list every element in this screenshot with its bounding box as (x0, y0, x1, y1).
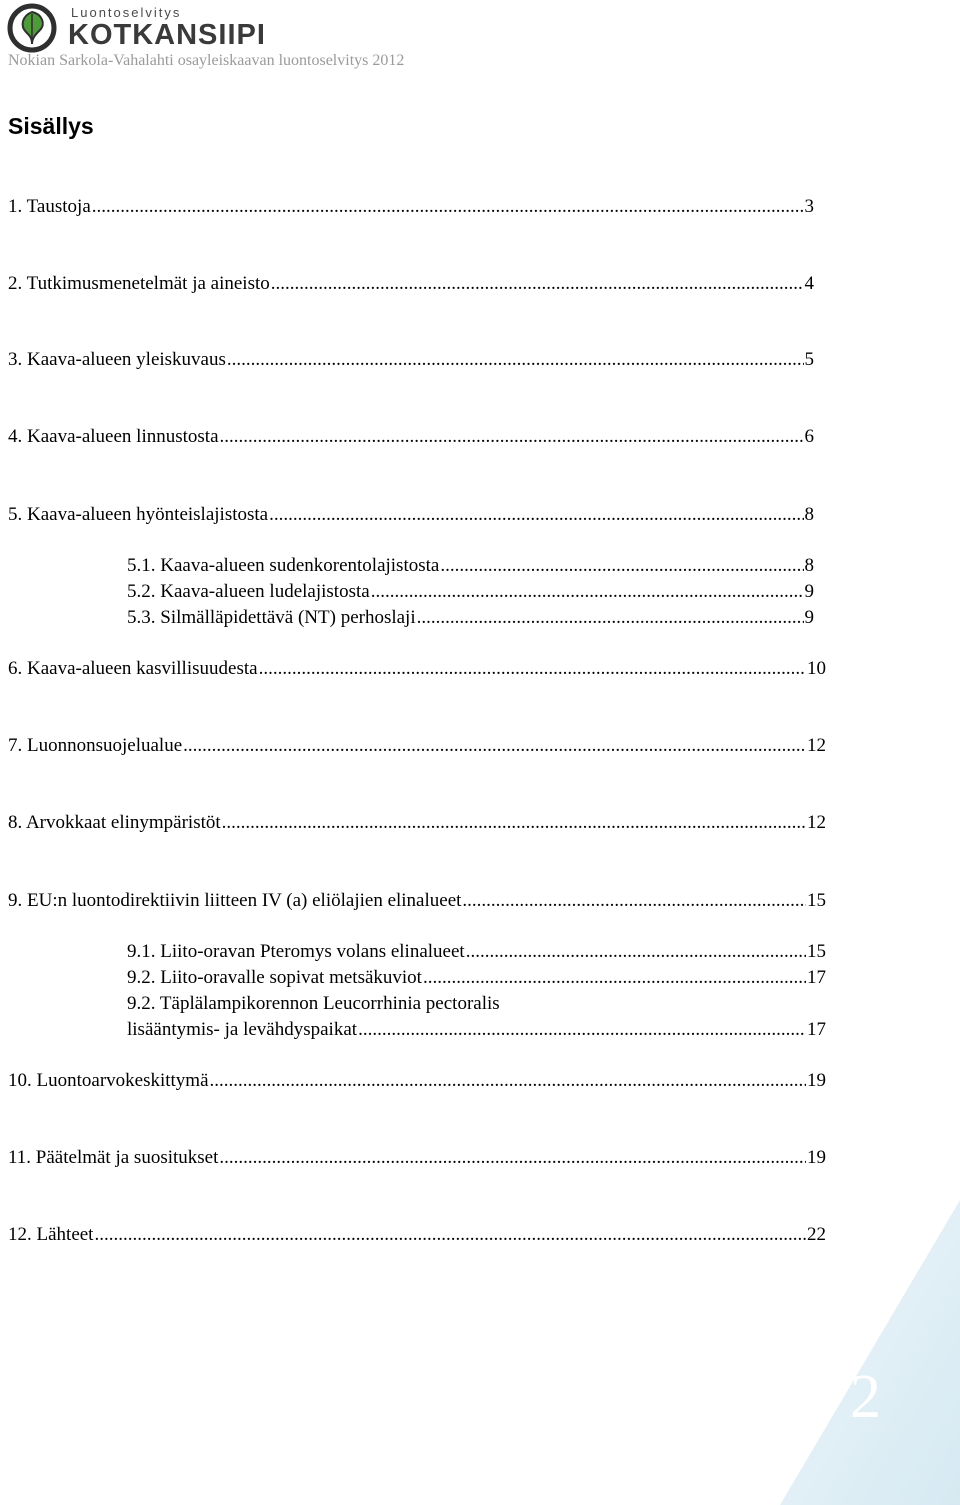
toc-entry-page: 15 (807, 941, 826, 962)
toc-entry-9-2[interactable] (127, 966, 826, 990)
toc-leader-dots (222, 811, 806, 835)
toc-leader-dots (271, 272, 804, 296)
toc-entry-9-2b[interactable] (127, 1018, 826, 1042)
toc-entry-page: 19 (807, 1147, 826, 1168)
document-header: Nokian Sarkola-Vahalahti osayleiskaavan luontoselvitys 2012 (8, 52, 405, 69)
toc-entry-page: 12 (807, 735, 826, 756)
toc-entry-page: 9 (804, 607, 814, 628)
toc-leader-dots (462, 889, 806, 913)
toc-entry-11[interactable] (8, 1146, 826, 1170)
logo-subtitle: Luontoselvitys (71, 5, 182, 20)
toc-entry-label: lisääntymis- ja levähdyspaikat (127, 1019, 358, 1040)
toc-leader-dots (466, 940, 806, 964)
toc-entry-label: 8. Arvokkaat elinympäristöt (8, 812, 221, 833)
toc-leader-dots (220, 425, 804, 449)
toc-entry-label: 1. Taustoja (8, 196, 91, 217)
toc-entry-page: 12 (807, 812, 826, 833)
toc-entry-5-2[interactable] (127, 580, 814, 604)
toc-entry-2[interactable] (8, 272, 814, 296)
toc-entry-9[interactable] (8, 889, 826, 913)
toc-entry-label: 11. Päätelmät ja suositukset (8, 1147, 219, 1168)
toc-leader-dots (259, 657, 806, 681)
toc-entry-label: 7. Luonnonsuojelualue (8, 735, 183, 756)
toc-leader-dots (417, 606, 804, 630)
toc-entry-page: 3 (804, 196, 814, 217)
toc-entry-5-3[interactable] (127, 606, 814, 630)
toc-leader-dots (94, 1223, 806, 1247)
toc-entry-label: 3. Kaava-alueen yleiskuvaus (8, 349, 226, 370)
toc-entry-label: 5.1. Kaava-alueen sudenkorentolajistosta (127, 555, 440, 576)
toc-entry-page: 8 (804, 504, 814, 525)
toc-entry-7[interactable] (8, 734, 826, 758)
toc-entry-1[interactable] (8, 195, 814, 219)
toc-leader-dots (423, 966, 806, 990)
logo-title: KOTKANSIIPI (68, 19, 266, 51)
toc-entry-6[interactable] (8, 657, 826, 681)
toc-entry-label: 9. EU:n luontodirektiivin liitteen IV (a) eliölajien elinalueet (8, 890, 462, 911)
butterfly-logo-icon (6, 2, 58, 54)
toc-entry-page: 6 (804, 426, 814, 447)
toc-entry-label: 2. Tutkimusmenetelmät ja aineisto (8, 273, 270, 294)
toc-leader-dots (269, 503, 803, 527)
toc-entry-page: 15 (807, 890, 826, 911)
toc-entry-page: 22 (807, 1224, 826, 1245)
toc-entry-5-1[interactable] (127, 554, 814, 578)
toc-entry-3[interactable] (8, 348, 814, 372)
toc-entry-label: 5.2. Kaava-alueen ludelajistosta (127, 581, 370, 602)
toc-leader-dots (358, 1018, 806, 1042)
toc-entry-label: 10. Luontoarvokeskittymä (8, 1070, 209, 1091)
toc-entry-page: 17 (807, 967, 826, 988)
corner-decoration (780, 1200, 960, 1505)
kotkansiipi-logo (6, 2, 276, 54)
toc-leader-dots (219, 1146, 806, 1170)
toc-entry-page: 17 (807, 1019, 826, 1040)
toc-leader-dots (227, 348, 804, 372)
page-number: 2 (850, 1363, 881, 1431)
toc-entry-12[interactable] (8, 1223, 826, 1247)
toc-entry-label: 4. Kaava-alueen linnustosta (8, 426, 219, 447)
toc-leader-dots (92, 195, 804, 219)
toc-leader-dots (440, 554, 803, 578)
toc-entry-9-1[interactable] (127, 940, 826, 964)
toc-entry-page: 19 (807, 1070, 826, 1091)
toc-entry-label: 12. Lähteet (8, 1224, 94, 1245)
toc-entry-page: 4 (804, 273, 814, 294)
toc-entry-page: 9 (804, 581, 814, 602)
toc-entry-page: 5 (804, 349, 814, 370)
toc-entry-page: 8 (804, 555, 814, 576)
toc-entry-label: 6. Kaava-alueen kasvillisuudesta (8, 658, 258, 679)
toc-entry-4[interactable] (8, 425, 814, 449)
toc-leader-dots (371, 580, 804, 604)
toc-entry-label: 9.2. Liito-oravalle sopivat metsäkuviot (127, 967, 422, 988)
toc-entry-8[interactable] (8, 811, 826, 835)
toc-entry-page: 10 (807, 658, 826, 679)
toc-entry-10[interactable] (8, 1069, 826, 1093)
toc-entry-9-2b-line1[interactable]: 9.2. Täplälampikorennon Leucorrhinia pectoralis (127, 993, 500, 1014)
toc-title: Sisällys (8, 113, 94, 139)
toc-leader-dots (183, 734, 806, 758)
toc-entry-label: 5.3. Silmälläpidettävä (NT) perhoslaji (127, 607, 416, 628)
toc-entry-5[interactable] (8, 503, 814, 527)
toc-entry-label: 5. Kaava-alueen hyönteislajistosta (8, 504, 269, 525)
toc-leader-dots (210, 1069, 806, 1093)
toc-entry-label: 9.1. Liito-oravan Pteromys volans elinalueet (127, 941, 465, 962)
